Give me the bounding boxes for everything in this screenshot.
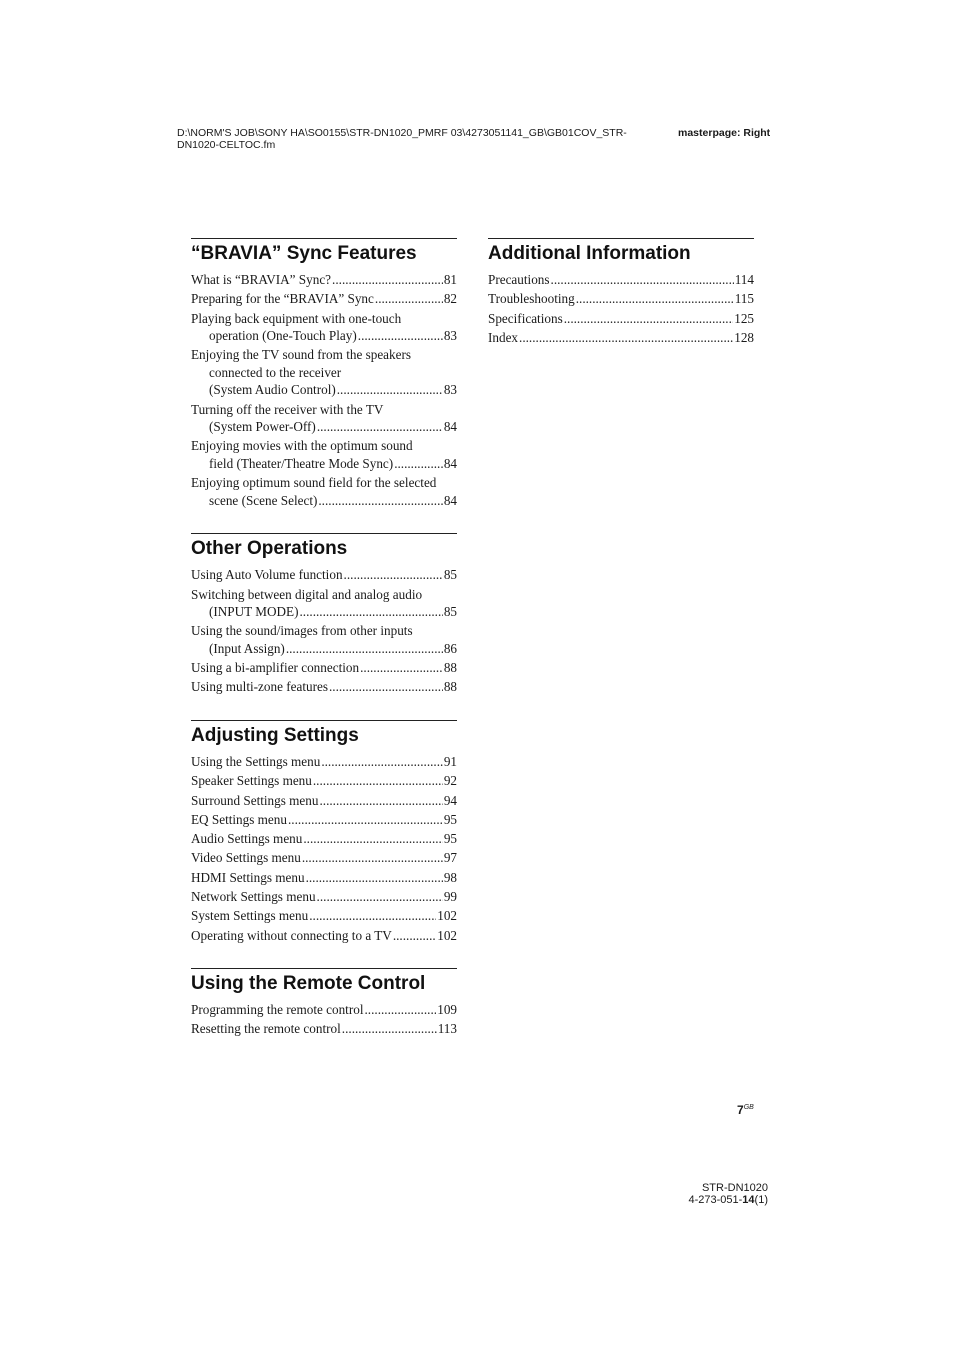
toc-entry-last-line	[191, 603, 457, 621]
toc-entry[interactable]	[488, 310, 754, 328]
toc-entry-line: Enjoying movies with the optimum sound	[191, 438, 413, 454]
footer-model-info	[660, 1182, 768, 1206]
page-number-suffix: GB	[743, 1104, 754, 1111]
toc-section	[488, 238, 754, 346]
toc-entry-title: Video Settings menu	[191, 850, 301, 866]
toc-entry-title: (Input Assign)	[209, 640, 285, 656]
toc-entry-last-line	[191, 849, 457, 867]
toc-entry[interactable]	[191, 811, 457, 829]
toc-entry[interactable]	[191, 1020, 457, 1038]
toc-entry[interactable]	[191, 310, 457, 345]
toc-entry[interactable]	[191, 792, 457, 810]
toc-entry-last-line	[191, 907, 457, 925]
toc-entry-line: Enjoying optimum sound field for the selected	[191, 475, 437, 491]
toc-entry-page: 92	[443, 773, 457, 789]
footer-model: STR-DN1020	[701, 1182, 768, 1194]
dot-leader	[303, 830, 442, 848]
section-heading: Other Operations	[191, 538, 348, 560]
toc-entry-title: operation (One-Touch Play)	[209, 328, 357, 344]
toc-entry-page: 113	[437, 1021, 457, 1037]
toc-entry[interactable]	[488, 271, 754, 289]
dot-leader	[313, 772, 443, 790]
toc-entry-line: Using the sound/images from other inputs	[191, 623, 413, 639]
toc-entry-last-line	[191, 888, 457, 906]
footer-code-suffix: (1)	[754, 1194, 768, 1206]
toc-section	[191, 720, 457, 944]
toc-entry-page: 98	[443, 869, 457, 885]
toc-entry-page: 94	[443, 792, 457, 808]
toc-entry-page: 82	[443, 291, 457, 307]
dot-leader	[365, 1001, 437, 1019]
toc-entry-title: System Settings menu	[191, 908, 309, 924]
dot-leader	[360, 659, 443, 677]
toc-entry-last-line	[191, 772, 457, 790]
toc-entry-title: (System Power-Off)	[209, 419, 316, 435]
toc-entry-title: Operating without connecting to a TV	[191, 927, 392, 943]
toc-entry-title: Programming the remote control	[191, 1002, 364, 1018]
toc-entry-page: 91	[443, 753, 457, 769]
dot-leader	[375, 290, 443, 308]
footer-code-bold: 14	[742, 1194, 755, 1206]
dot-leader	[306, 869, 443, 887]
toc-entry-last-line	[191, 1020, 457, 1038]
footer-code	[660, 1194, 768, 1206]
toc-entry[interactable]	[191, 830, 457, 848]
dot-leader	[551, 271, 734, 289]
toc-section	[191, 238, 457, 509]
toc-entry-title: (System Audio Control)	[209, 382, 336, 398]
toc-entry-title: Using a bi-amplifier connection	[191, 660, 360, 676]
toc-entry[interactable]	[191, 586, 457, 621]
toc-entry[interactable]	[191, 401, 457, 436]
toc-entry[interactable]	[191, 290, 457, 308]
toc-left-column	[191, 238, 457, 1040]
dot-leader	[288, 811, 443, 829]
file-path-line-2: DN1020-CELTOC.fm	[177, 139, 276, 151]
toc-entry-last-line	[191, 869, 457, 887]
dot-leader	[332, 271, 443, 289]
dot-leader	[337, 381, 443, 399]
toc-entry-title: Surround Settings menu	[191, 792, 319, 808]
toc-entry-page: 97	[443, 850, 457, 866]
toc-entry-last-line	[191, 418, 457, 436]
toc-entry-page: 83	[443, 382, 457, 398]
toc-entry-title: Resetting the remote control	[191, 1021, 341, 1037]
section-heading: Using the Remote Control	[191, 973, 426, 995]
toc-entry-last-line	[191, 271, 457, 289]
toc-entry-title: scene (Scene Select)	[209, 492, 318, 508]
dot-leader	[344, 566, 443, 584]
dot-leader	[393, 927, 436, 945]
toc-entry-last-line	[191, 492, 457, 510]
toc-entry-last-line	[191, 381, 457, 399]
section-heading: “BRAVIA” Sync Features	[191, 243, 417, 264]
toc-entry-title: Using the Settings menu	[191, 753, 321, 769]
toc-right-column	[488, 238, 754, 348]
toc-entry[interactable]	[191, 753, 457, 771]
footer-code-prefix: 4-273-051-	[688, 1194, 743, 1206]
dot-leader	[519, 329, 733, 347]
toc-entry-title: Speaker Settings menu	[191, 773, 312, 789]
toc-entry[interactable]	[191, 566, 457, 584]
dot-leader	[317, 418, 443, 436]
dot-leader	[302, 849, 443, 867]
dot-leader	[321, 753, 443, 771]
toc-entry-last-line	[191, 1001, 457, 1019]
toc-entry[interactable]	[191, 869, 457, 887]
toc-entry-page: 83	[443, 328, 457, 344]
toc-entry-title: Precautions	[488, 272, 550, 287]
toc-entry[interactable]	[488, 290, 754, 308]
toc-entry-title: HDMI Settings menu	[191, 869, 305, 885]
toc-entry[interactable]	[191, 907, 457, 925]
toc-entry-page: 85	[443, 567, 457, 583]
toc-entry-last-line	[191, 811, 457, 829]
dot-leader	[309, 907, 436, 925]
toc-entry-page: 109	[437, 1002, 457, 1018]
toc-entry-title: Network Settings menu	[191, 889, 316, 905]
toc-entry-page: 84	[443, 419, 457, 435]
toc-entry-page: 102	[437, 927, 457, 943]
toc-entry-page: 114	[734, 272, 754, 287]
section-heading: Adjusting Settings	[191, 724, 359, 746]
section-heading: Additional Information	[488, 243, 691, 264]
toc-entry-page: 95	[443, 831, 457, 847]
toc-entry-last-line	[191, 927, 457, 945]
toc-entry-page: 99	[443, 889, 457, 905]
toc-entry-last-line	[191, 327, 457, 345]
toc-entry-last-line	[191, 290, 457, 308]
toc-entry[interactable]	[488, 329, 754, 347]
toc-entry[interactable]	[191, 659, 457, 677]
toc-entry-last-line	[488, 290, 754, 308]
toc-entry-line: Enjoying the TV sound from the speakers	[191, 347, 412, 363]
toc-entry-last-line	[191, 566, 457, 584]
toc-entry-title: Troubleshooting	[488, 291, 575, 307]
toc-entry-page: 84	[443, 492, 457, 508]
toc-entry-page: 84	[443, 455, 457, 471]
toc-entry-last-line	[191, 792, 457, 810]
toc-entry[interactable]	[191, 772, 457, 790]
toc-entry-title: Using Auto Volume function	[191, 567, 343, 583]
toc-section	[191, 968, 457, 1038]
toc-entry[interactable]	[191, 888, 457, 906]
toc-entry-page: 128	[734, 329, 754, 345]
dot-leader	[300, 603, 443, 621]
toc-entry-title: field (Theater/Theatre Mode Sync)	[209, 455, 394, 471]
dot-leader	[317, 888, 443, 906]
toc-entry-title: (INPUT MODE)	[209, 604, 299, 620]
dot-leader	[329, 678, 443, 696]
toc-entry-last-line	[488, 271, 754, 289]
toc-entry[interactable]	[191, 678, 457, 696]
toc-entry[interactable]	[191, 927, 457, 945]
toc-entry-last-line	[191, 753, 457, 771]
toc-entry-line: connected to the receiver	[209, 364, 342, 380]
toc-entry-last-line	[191, 830, 457, 848]
toc-entry-page: 86	[443, 640, 457, 656]
page-number	[737, 1103, 754, 1117]
toc-entry-title: Using multi-zone features	[191, 679, 328, 695]
dot-leader	[318, 492, 442, 510]
toc-entry-last-line	[191, 659, 457, 677]
toc-entry-line: Switching between digital and analog audio	[191, 586, 423, 602]
dot-leader	[286, 640, 443, 658]
toc-entry[interactable]	[191, 437, 457, 472]
toc-entry-title: Specifications	[488, 310, 563, 326]
toc-entry-last-line	[488, 329, 754, 347]
dot-leader	[564, 310, 734, 328]
toc-entry-title: What is “BRAVIA” Sync?	[191, 272, 332, 287]
toc-entry-last-line	[191, 678, 457, 696]
toc-entry-page: 88	[443, 660, 457, 676]
toc-entry-line: Playing back equipment with one-touch	[191, 310, 402, 326]
toc-entry[interactable]	[191, 271, 457, 289]
dot-leader	[576, 290, 734, 308]
dot-leader	[394, 455, 443, 473]
toc-entry-page: 95	[443, 811, 457, 827]
toc-entry-title: EQ Settings menu	[191, 811, 287, 827]
page-number-value: 7	[737, 1103, 744, 1117]
toc-entry-page: 85	[443, 604, 457, 620]
toc-entry-last-line	[191, 640, 457, 658]
toc-entry-page: 88	[443, 679, 457, 695]
toc-entry-title: Audio Settings menu	[191, 831, 303, 847]
toc-entry-title: Index	[488, 329, 519, 345]
toc-entry-line: Turning off the receiver with the TV	[191, 401, 384, 417]
toc-entry[interactable]	[191, 346, 457, 399]
toc-entry-page: 115	[734, 291, 754, 307]
file-path-header	[177, 127, 667, 151]
toc-entry[interactable]	[191, 474, 457, 509]
toc-section	[191, 533, 457, 696]
toc-entry[interactable]	[191, 849, 457, 867]
dot-leader	[358, 327, 443, 345]
toc-entry-last-line	[191, 455, 457, 473]
file-path-line-1: D:\NORM'S JOB\SONY HA\SO0155\STR-DN1020_PMRF 03\4273051141_GB\GB01COV_STR-	[177, 127, 627, 139]
toc-entry-title: Preparing for the “BRAVIA” Sync	[191, 291, 374, 307]
toc-entry-page: 102	[437, 908, 457, 924]
toc-entry-page: 81	[443, 272, 457, 287]
toc-entry[interactable]	[191, 622, 457, 657]
toc-entry[interactable]	[191, 1001, 457, 1019]
masterpage-label: masterpage: Right	[678, 127, 771, 139]
toc-entry-page: 125	[734, 310, 754, 326]
dot-leader	[319, 792, 442, 810]
dot-leader	[342, 1020, 437, 1038]
toc-entry-last-line	[488, 310, 754, 328]
